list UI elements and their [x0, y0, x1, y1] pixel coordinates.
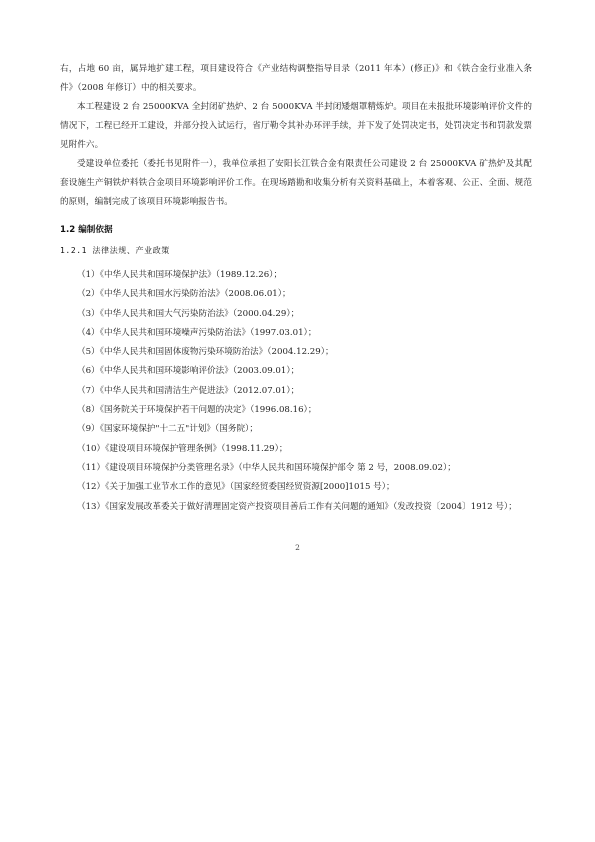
section-heading [60, 223, 113, 235]
list-item: （10）《建设项目环境保护管理条例》（1998.11.29）； [77, 443, 288, 454]
list-item: （3）《中华人民共和国大气污染防治法》（2000.04.29）； [77, 308, 300, 319]
list-item: （7）《中华人民共和国清洁生产促进法》（2012.07.01）； [77, 385, 300, 396]
list-item: （9）《国家环境保护"十二五"计划》（国务院）； [77, 424, 258, 435]
law-list [60, 266, 532, 517]
list-item: （11）《建设项目环境保护分类管理名录》（中华人民共和国环境保护部令 第 2 号，2008.09.02）； [77, 462, 456, 473]
section-heading-text: 1.2 编制依据 [60, 225, 113, 235]
subsection-heading [60, 245, 170, 256]
intro-section [60, 60, 532, 212]
intro-paragraph-project-scope: 本工程建设 2 台 25000KVA 全封闭矿热炉、2 台 5000KVA 半封闭矮烟罩精炼炉。项目在未报批环境影响评价文件的情况下，工程已经开工建设，并部分投入试运行，省厅勒令其补办环评手续，并下发了处罚决定书，处罚决定书和罚款发票见附件六。 [60, 102, 532, 150]
list-item: （13）《国家发展改革委关于做好清理固定资产投资项目善后工作有关问题的通知》（发改投资〔2004〕1912 号）； [77, 501, 517, 512]
list-item: （4）《中华人民共和国环境噪声污染防治法》（1997.03.01）； [77, 327, 317, 338]
list-item: （5）《中华人民共和国固体废物污染环境防治法》（2004.12.29）； [77, 347, 334, 358]
list-item: （1）《中华人民共和国环境保护法》（1989.12.26）； [77, 270, 283, 280]
list-item: （8）《国务院关于环境保护若干问题的决定》（1996.08.16）； [77, 405, 317, 416]
intro-paragraph-commission: 受建设单位委托（委托书见附件一），我单位承担了安阳长江铁合金有限责任公司建设 2 台 25000KVA 矿热炉及其配套设施生产铜铁炉料铁合金项目环境影响评价工作。在现场踏勘和收集分析有关资料基础上，本着客观、公正、全面、规范的原则，编制完成了该项目环境影响报告书。 [60, 159, 532, 207]
page-number: 2 [295, 543, 300, 552]
intro-paragraph-continuation: 右，占地 60 亩，属异地扩建工程，项目建设符合《产业结构调整指导目录（2011 年本）(修正)》和《铁合金行业准入条件》（2008 年修订）中的相关要求。 [60, 64, 532, 93]
list-item: （6）《中华人民共和国环境影响评价法》（2003.09.01）； [77, 366, 300, 377]
subsection-heading-text: 1.2.1 法律法规、产业政策 [60, 246, 170, 255]
list-item: （12）《关于加强工业节水工作的意见》（国家经贸委国经贸资源[2000]1015 号）； [77, 482, 395, 493]
list-item: （2）《中华人民共和国水污染防治法》（2008.06.01）； [77, 289, 291, 300]
